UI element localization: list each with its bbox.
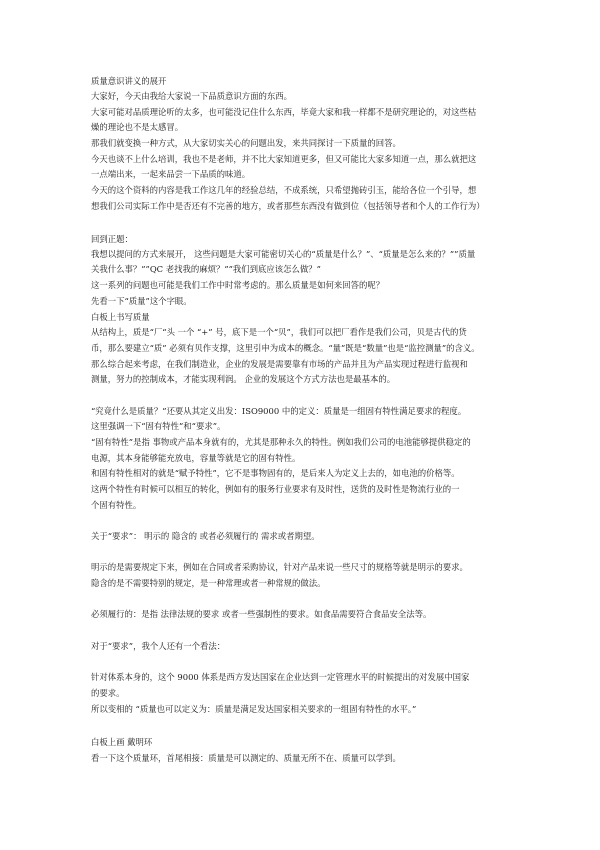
structure-line-2: 币，那么要建立“质” 必须有贝作支撑，这里引申为成本的概念。“量”既是“数量”也是“监控测量”的含义。 <box>91 343 480 353</box>
structure-line-3: 那么综合起来考虑，在我们制造业，企业的发展是需要靠有市场的产品并且为产品实现过程进行监视和 <box>91 359 468 369</box>
definition-line-2: 这里强调一下“固有特性”和“要求”。 <box>91 421 226 431</box>
structure-line-4: 测量，努力的控制成本，才能实现利润。 企业的发展这个方式方法也是最基本的。 <box>91 374 396 384</box>
opinion-line-1: 针对体系本身的，这个 9000 体系是西方发达国家在企业达到一定管理水平的时候提出的对发展中国家 <box>91 672 470 682</box>
definition-line-3: “固有特性”是指 事物或产品本身就有的，尤其是那种永久的特性。例如我们公司的电池能够提供稳定的 <box>91 437 471 447</box>
definition-line-7: 个固有特性。 <box>91 500 142 510</box>
opinion-heading: 对于“要求”，我个人还有一个看法： <box>91 641 226 651</box>
intro-line-4: 那我们就变换一种方式，从大家切实关心的问题出发，来共同探讨一下质量的回答。 <box>91 138 401 148</box>
closing-line: 看一下这个质量环，首尾相接：质量是可以测定的、质量无所不在、质量可以学到。 <box>91 753 401 763</box>
requirement-line-1: 明示的是需要规定下来，例如在合同或者采购协议，针对产品来说一些尺寸的规格等就是明示的要求。 <box>91 562 468 572</box>
intro-line-5: 今天也谈不上什么培训，我也不是老师，并不比大家知道更多，但又可能比大家多知道一点，那么就把这 <box>91 154 477 164</box>
requirement-heading: 关于“要求”： 明示的 隐含的 或者必须履行的 需求或者期望。 <box>91 531 320 541</box>
document-title: 质量意识讲义的展开 <box>91 76 167 86</box>
opinion-line-2: 的要求。 <box>91 688 125 698</box>
definition-line-6: 这两个特性有时候可以相互的转化，例如有的服务行业要求有及时性，送货的及时性是物流行业的一 <box>91 484 460 494</box>
intro-line-8: 想我们公司实际工作中是否还有不完善的地方，或者那些东西没有做到位（包括领导者和个人的工作行为） <box>91 201 485 211</box>
intro-line-2: 大家可能对品质理论听的太多，也可能没记住什么东西，毕竟大家和我一样都不是研究理论的，对这些枯 <box>91 107 477 117</box>
structure-line-1: 从结构上，质是“厂“头 一个 “+” 号，底下是一个“贝”，我们可以把厂看作是我们公司，贝是古代的货 <box>91 327 467 337</box>
topic-heading: 回到正题： <box>91 234 133 244</box>
intro-line-7: 今天的这个资料的内容是我工作这几年的经验总结，不成系统，只希望抛砖引玉，能给各位一个引导，想 <box>91 185 477 195</box>
requirement-line-2: 隐含的是不需要特别的规定，是一种常理或者一种常规的做法。 <box>91 578 326 588</box>
whiteboard-note-1: 白板上书写质量 <box>91 312 150 322</box>
whiteboard-note-2: 白板上画 戴明环 <box>91 737 153 747</box>
topic-line-3: 这一系列的问题也可能是我们工作中时常考虑的。那么质量是如何来回答的呢？ <box>91 280 385 290</box>
topic-line-4: 先看一下“质量”这个字眼。 <box>91 296 192 306</box>
intro-line-3: 燥的理论也不是太感冒。 <box>91 122 184 132</box>
topic-line-1: 我想以提问的方式来展开， 这些问题是大家可能密切关心的“质量是什么？”、“质量是怎么来的？””质量 <box>91 249 476 259</box>
opinion-line-3: 所以变相的 “质量也可以定义为：质量是满足发达国家相关要求的一组固有特性的水平。” <box>91 704 417 714</box>
requirement-line-3: 必须履行的：是指 法律法规的要求 或者一些强制性的要求。如食品需要符合食品安全法等。 <box>91 609 432 619</box>
definition-line-5: 和固有特性相对的就是“赋予特性”，它不是事物固有的，是后来人为定义上去的，如电池的价格等。 <box>91 468 460 478</box>
definition-line-1: “究竟什么是质量？”还要从其定义出发：ISO9000 中的定义：质量是一组固有特性满足要求的程度。 <box>91 406 467 416</box>
intro-line-1: 大家好，今天由我给大家说一下品质意识方面的东西。 <box>91 91 292 101</box>
definition-line-4: 电源，其本身能够能充放电，容量等就是它的固有特性。 <box>91 453 301 463</box>
topic-line-2: 关我什么事？””QC 老找我的麻烦？””我们到底应该怎么做？” <box>91 264 321 274</box>
intro-line-6: 一点端出来，一起来品尝一下品质的味道。 <box>91 169 251 179</box>
